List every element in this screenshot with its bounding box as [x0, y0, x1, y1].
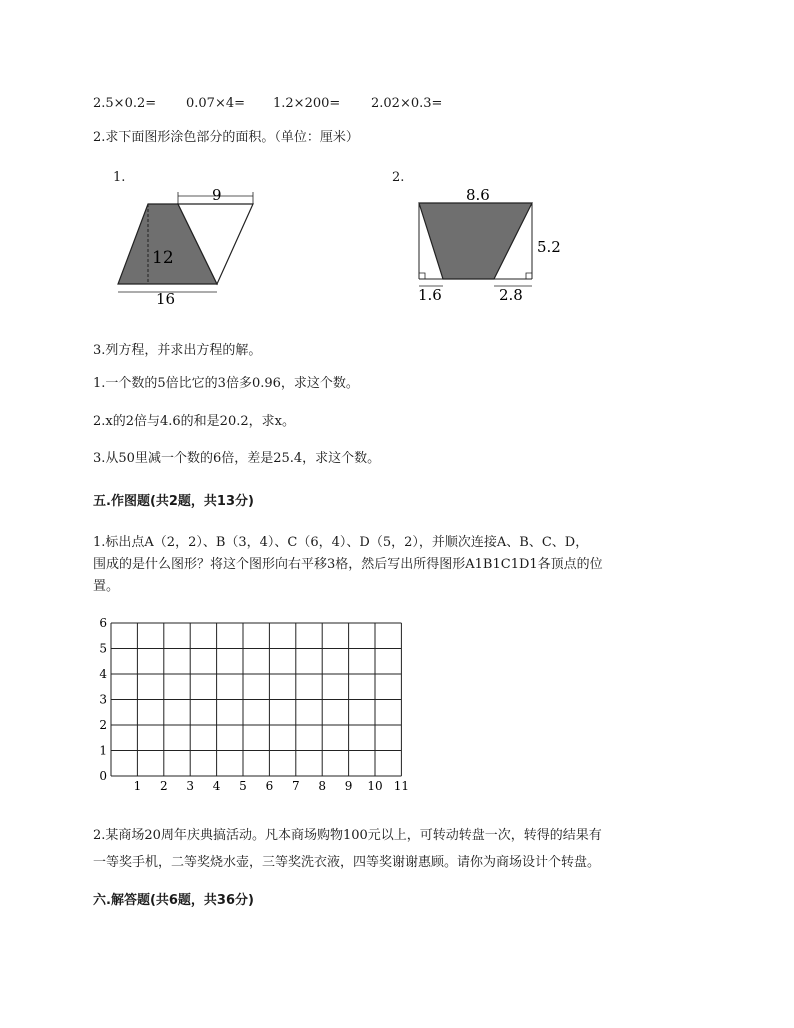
coordinate-grid [90, 612, 410, 797]
s5-q1-line-2: 围成的是什么图形？将这个图形向右平移3格，然后写出所得图形A1B1C1D1各顶点的位 [93, 557, 603, 572]
fig1-height-label: 12 [152, 248, 174, 268]
calc-item-1: 2.5×0.2= [93, 96, 157, 111]
y-tick-label: 0 [99, 769, 107, 783]
x-tick-label: 7 [291, 779, 300, 793]
calc-item-2: 0.07×4= [186, 96, 246, 111]
y-tick-label: 5 [99, 641, 107, 656]
y-tick-label: 2 [99, 718, 107, 732]
section5-title: 五.作图题(共2题，共13分) [93, 494, 254, 509]
x-tick-label: 8 [318, 779, 327, 793]
fig1-diagram [110, 182, 270, 307]
fig2-top-label: 8.6 [466, 186, 490, 204]
x-tick-label: 1 [133, 779, 142, 793]
fig2-height-label: 5.2 [537, 238, 561, 256]
q3-item-2: 2.x的2倍与4.6的和是20.2，求x。 [93, 414, 295, 429]
section6-title: 六.解答题(共6题，共36分) [93, 893, 254, 908]
fig1-label: 1. [113, 170, 126, 185]
x-tick-label: 3 [186, 779, 195, 793]
fig2-shaded-trapezoid [419, 203, 532, 279]
s5-q1-line-3: 置。 [93, 579, 120, 594]
y-tick-label: 6 [99, 616, 107, 630]
s5-q2-line-2: 一等奖手机，二等奖烧水壶，三等奖洗衣液，四等奖谢谢惠顾。请你为商场设计个转盘。 [93, 855, 601, 870]
fig2-right-label: 2.8 [499, 286, 523, 304]
x-tick-label: 4 [212, 779, 221, 793]
q3-item-1: 1.一个数的5倍比它的3倍多0.96，求这个数。 [93, 376, 359, 391]
s5-q1-line-1: 1.标出点A（2，2）、B（3，4）、C（6，4）、D（5，2），并顺次连接A、B、C、D， [93, 535, 589, 550]
x-tick-label: 10 [367, 779, 383, 793]
x-tick-label: 5 [239, 779, 247, 793]
fig2-label: 2. [392, 170, 405, 185]
q3-item-3: 3.从50里减一个数的6倍，差是25.4，求这个数。 [93, 451, 381, 466]
x-tick-label: 11 [393, 779, 410, 793]
fig1-top-label: 9 [212, 186, 222, 204]
fig2-left-label: 1.6 [418, 286, 442, 304]
y-tick-label: 4 [99, 667, 107, 681]
y-tick-label: 1 [99, 743, 107, 758]
y-tick-label: 3 [99, 692, 107, 707]
calc-item-3: 1.2×200= [273, 96, 341, 111]
fig2-diagram [410, 182, 570, 307]
x-tick-label: 9 [344, 779, 353, 793]
x-tick-label: 6 [265, 779, 274, 793]
x-tick-label: 2 [159, 779, 168, 793]
s5-q2-line-1: 2.某商场20周年庆典搞活动。凡本商场购物100元以上，可转动转盘一次，转得的结果有 [93, 828, 602, 843]
q3-title: 3.列方程，并求出方程的解。 [93, 343, 262, 358]
q2-title: 2.求下面图形涂色部分的面积。（单位：厘米） [93, 130, 359, 145]
fig1-bottom-label: 16 [156, 290, 176, 307]
calc-item-4: 2.02×0.3= [371, 96, 443, 111]
